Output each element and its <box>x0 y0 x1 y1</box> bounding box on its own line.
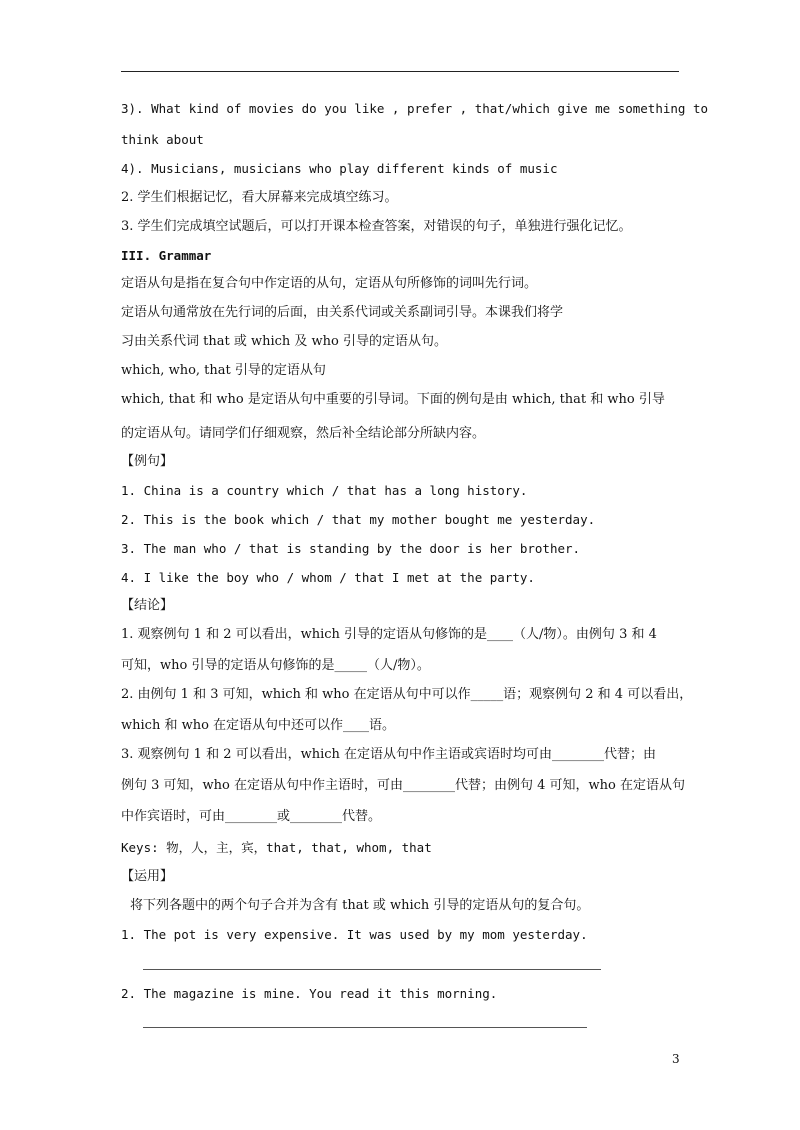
answer-line <box>143 1027 587 1028</box>
text-line: 3. 学生们完成填空试题后，可以打开课本检查答案，对错误的句子，单独进行强化记忆。 <box>121 219 632 234</box>
text-line: 3. 观察例句 1 和 2 可以看出，which 在定语从句中作主语或宾语时均可由________代替；由 <box>121 747 657 762</box>
text-line: 中作宾语时，可由________或________代替。 <box>121 809 382 824</box>
example-sentence: 3. The man who / that is standing by the door is her brother. <box>121 541 581 556</box>
text-line: 2. 由例句 1 和 3 可知，which 和 who 在定语从句中可以作_____语；观察例句 2 和 4 可以看出， <box>121 687 693 702</box>
subheading: 【运用】 <box>121 869 174 884</box>
section-heading: III. Grammar <box>121 248 212 263</box>
page-number: 3 <box>672 1052 680 1066</box>
text-line: 将下列各题中的两个句子合并为含有 that 或 which 引导的定语从句的复合句。 <box>130 898 590 913</box>
text-line: think about <box>121 132 204 147</box>
text-line: 1. 观察例句 1 和 2 可以看出，which 引导的定语从句修饰的是____（人/物）。由例句 3 和 4 <box>121 627 657 642</box>
header-rule <box>121 71 679 72</box>
exercise-question: 1. The pot is very expensive. It was used by my mom yesterday. <box>121 927 588 942</box>
text-line: 的定语从句。请同学们仔细观察，然后补全结论部分所缺内容。 <box>121 426 486 441</box>
example-sentence: 4. I like the boy who / whom / that I met at the party. <box>121 570 535 585</box>
answer-keys: Keys: 物，人，主，宾，that, that, whom, that <box>121 840 432 855</box>
text-line: 习由关系代词 that 或 which 及 who 引导的定语从句。 <box>121 334 448 349</box>
answer-line <box>143 969 601 970</box>
text-line: 2. 学生们根据记忆，看大屏幕来完成填空练习。 <box>121 190 398 205</box>
text-line: which, who, that 引导的定语从句 <box>121 363 326 378</box>
exercise-question: 2. The magazine is mine. You read it this morning. <box>121 986 498 1001</box>
example-sentence: 1. China is a country which / that has a long history. <box>121 483 528 498</box>
subheading: 【例句】 <box>121 454 174 469</box>
text-line: 3). What kind of movies do you like , prefer , that/which give me something to <box>121 101 708 116</box>
text-line: 定语从句是指在复合句中作定语的从句，定语从句所修饰的词叫先行词。 <box>121 276 538 291</box>
text-line: 4). Musicians, musicians who play different kinds of music <box>121 161 558 176</box>
text-line: 定语从句通常放在先行词的后面，由关系代词或关系副词引导。本课我们将学 <box>121 305 564 320</box>
text-line: 例句 3 可知，who 在定语从句中作主语时，可由________代替；由例句 4 可知，who 在定语从句 <box>121 778 685 793</box>
example-sentence: 2. This is the book which / that my mother bought me yesterday. <box>121 512 596 527</box>
text-line: which 和 who 在定语从句中还可以作____语。 <box>121 718 396 733</box>
text-line: which, that 和 who 是定语从句中重要的引导词。下面的例句是由 which, that 和 who 引导 <box>121 392 665 407</box>
text-line: 可知，who 引导的定语从句修饰的是_____（人/物）。 <box>121 658 430 673</box>
subheading: 【结论】 <box>121 598 174 613</box>
